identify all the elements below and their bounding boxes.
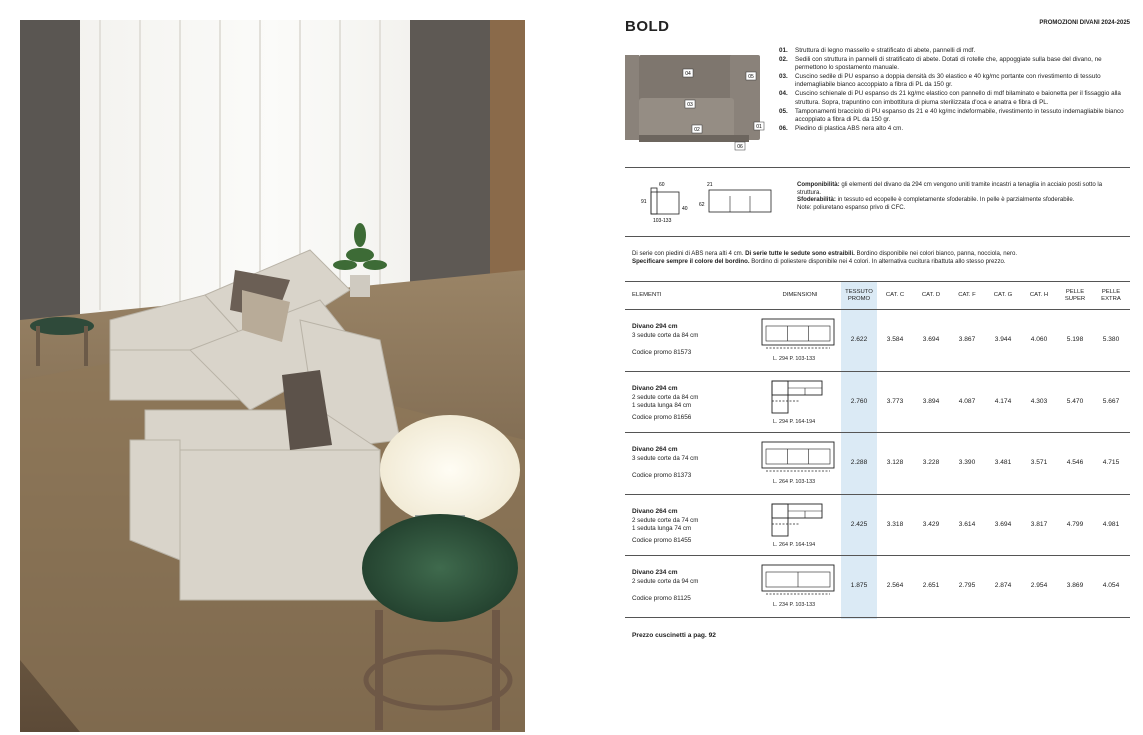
col-header: CAT. D — [921, 292, 941, 298]
price-cell: 3.894 — [922, 397, 940, 405]
price-cell: 4.546 — [1066, 459, 1084, 466]
callout-05: 05 — [748, 74, 754, 80]
price-cell: 3.869 — [1066, 582, 1084, 589]
callout-04: 04 — [685, 71, 691, 77]
price-cell: 3.867 — [958, 336, 976, 343]
price-promo: 1.875 — [850, 582, 868, 589]
general-notes: Di serie con piedini di ABS nera alti 4 cm. Di serie tutte le sedute sono estraibili. Bordino disponibile nei colori bianco, panna, nocciola, nero. Specificare sempre il colore del bordino. Bordino di poliestere disponibile nei 4 colori. In alternativa cucitura ribattuta allo stesso prezzo. — [632, 250, 1018, 266]
product-code: Codice promo 81656 — [632, 413, 692, 421]
dimension-label: L. 264 P. 103-133 — [773, 479, 816, 485]
divider — [625, 236, 1130, 237]
spec-item: 03. Cuscino sedile di PU espanso a doppia densità ds 30 elastico e 40 kg/mc portante con rivestimento di tessuto indemagliabile bianco accoppiato a fibra di PL da 150 gr. — [779, 73, 1101, 89]
composition-notes: Componibilità: gli elementi del divano da 294 cm vengono uniti tramite incastri a tenaglia in acciaio posti sotto la struttura. Sfoderabilità: in tessuto ed ecopelle è completamente sfoderabile. In pelle è parzialmente sfoderabile. Note: poliuretano espanso privo di CFC. — [797, 181, 1103, 211]
callout-06: 06 — [737, 144, 743, 150]
col-header: TESSUTO PROMO — [845, 289, 873, 302]
product-name: Divano 264 cm — [632, 446, 678, 453]
sofa-diagram — [625, 43, 770, 155]
callout-03: 03 — [687, 102, 693, 108]
price-cell: 2.651 — [922, 582, 940, 589]
product-desc: 1 seduta lunga 74 cm — [632, 524, 692, 532]
row-divider — [625, 281, 1130, 282]
product-name: Divano 294 cm — [632, 384, 678, 392]
row-divider — [625, 617, 1130, 618]
price-cell: 3.481 — [994, 459, 1012, 466]
dimension-label: L. 264 P. 164-194 — [773, 541, 816, 548]
product-desc: 2 sedute corte da 74 cm — [632, 516, 699, 524]
price-cell: 3.614 — [958, 520, 976, 528]
price-cell: 3.228 — [922, 459, 940, 466]
dim-21: 21 — [707, 182, 713, 188]
spec-item: 05. Tamponamenti bracciolo di PU espanso ds 21 e 40 kg/mc indeformabile, rivestimento in tessuto indemagliabile bianco accoppiato a fibra di PL da 150 gr. — [779, 107, 1124, 123]
price-cell: 3.584 — [886, 336, 904, 343]
prezzo-note: Prezzo cuscinetti a pag. 92 — [632, 632, 716, 639]
table-row — [625, 555, 1130, 617]
spec-item: 06. Piedino di plastica ABS nera alto 4 cm. — [779, 124, 904, 132]
col-header: PELLE SUPER — [1064, 289, 1086, 302]
price-cell: 4.174 — [994, 397, 1012, 405]
product-name: Divano 294 cm — [632, 323, 678, 330]
price-cell: 4.060 — [1030, 336, 1048, 343]
page-title: BOLD — [625, 18, 670, 35]
price-cell: 4.799 — [1066, 520, 1084, 528]
price-promo: 2.760 — [850, 397, 868, 405]
price-cell: 4.054 — [1102, 582, 1120, 589]
price-cell: 3.571 — [1030, 459, 1048, 466]
dimension-label: L. 294 P. 164-194 — [773, 418, 816, 425]
price-cell: 4.981 — [1102, 520, 1120, 528]
col-header: PELLE EXTRA — [1101, 289, 1121, 302]
table-row — [625, 309, 1130, 371]
dim-62: 62 — [699, 202, 705, 208]
callout-02: 02 — [694, 127, 700, 133]
dim-60: 60 — [659, 182, 665, 188]
product-name: Divano 264 cm — [632, 507, 678, 515]
price-cell: 3.429 — [922, 520, 940, 528]
col-header: ELEMENTI — [632, 292, 662, 298]
dimension-label: L. 294 P. 103-133 — [773, 356, 816, 362]
price-cell: 2.564 — [886, 582, 904, 589]
price-cell: 5.198 — [1066, 336, 1084, 343]
table-row — [625, 432, 1130, 494]
sofa-plan-diagram — [760, 502, 840, 538]
price-cell: 2.795 — [958, 582, 976, 589]
sofa-plan-diagram — [760, 379, 840, 415]
col-header: CAT. C — [885, 292, 905, 298]
product-name: Divano 234 cm — [632, 569, 678, 576]
price-cell: 5.667 — [1102, 397, 1120, 405]
spec-item: 01. Struttura di legno massello e stratificato di abete, pannelli di mdf. — [779, 47, 976, 54]
price-cell: 3.318 — [886, 520, 904, 528]
dim-depth: 103-133 — [653, 218, 672, 224]
dim-91: 91 — [641, 199, 647, 205]
product-desc: 2 sedute corte da 84 cm — [632, 393, 699, 401]
spec-item: 02. Sedili con struttura in pannelli di stratificato di abete. Dotati di rotelle che, appoggiate sulla base del divano, ne permettono lo spostamento manuale. — [779, 56, 1102, 72]
price-promo: 2.425 — [850, 520, 868, 528]
price-cell: 3.390 — [958, 459, 976, 466]
price-cell: 4.715 — [1102, 459, 1120, 466]
sofa-plan-diagram — [760, 440, 840, 476]
sofa-plan-diagram — [760, 563, 840, 599]
spec-list — [779, 47, 1131, 134]
col-header: CAT. G — [993, 292, 1013, 298]
price-promo: 2.622 — [850, 336, 868, 343]
product-desc: 2 sedute corte da 94 cm — [632, 578, 699, 585]
product-photo — [20, 20, 525, 732]
price-cell: 3.694 — [922, 336, 940, 343]
product-desc: 3 sedute corte da 74 cm — [632, 455, 699, 462]
price-cell: 3.817 — [1030, 520, 1048, 528]
divider — [625, 167, 1130, 168]
product-desc: 3 sedute corte da 84 cm — [632, 332, 699, 339]
table-row — [625, 371, 1130, 433]
promo-heading: PROMOZIONI DIVANI 2024-2025 — [1039, 20, 1130, 26]
price-cell: 3.944 — [994, 336, 1012, 343]
product-desc: 1 seduta lunga 84 cm — [632, 401, 692, 409]
price-cell: 2.874 — [994, 582, 1012, 589]
product-code: Codice promo 81125 — [632, 595, 691, 602]
price-cell: 5.380 — [1102, 336, 1120, 343]
price-cell: 3.694 — [994, 520, 1012, 528]
product-code: Codice promo 81455 — [632, 536, 692, 544]
dim-40: 40 — [682, 206, 688, 212]
dimension-drawing — [629, 178, 779, 226]
price-cell: 5.470 — [1066, 397, 1084, 405]
product-code: Codice promo 81573 — [632, 349, 692, 356]
price-cell: 4.087 — [958, 397, 976, 405]
price-cell: 4.303 — [1030, 397, 1048, 405]
col-header: DIMENSIONI — [782, 292, 818, 298]
price-cell: 3.128 — [886, 459, 904, 466]
col-header: CAT. F — [958, 292, 976, 298]
price-cell: 3.773 — [886, 397, 904, 405]
table-row — [625, 494, 1130, 556]
sofa-plan-diagram — [760, 317, 840, 353]
dimension-label: L. 234 P. 103-133 — [773, 602, 816, 608]
price-promo: 2.288 — [850, 459, 868, 466]
callout-01: 01 — [756, 124, 762, 130]
price-cell: 2.954 — [1030, 582, 1048, 589]
product-code: Codice promo 81373 — [632, 472, 692, 479]
col-header: CAT. H — [1029, 292, 1049, 298]
price-table — [625, 281, 1130, 619]
spec-item: 04. Cuscino schienale di PU espanso ds 21 kg/mc elastico con pannello di mdf bilaminato e baionetta per il fissaggio alla struttura. Sopra, trapuntino con imbottitura di piuma sterilizzata d'oca e anatra e fibra di PL. — [779, 90, 1121, 106]
